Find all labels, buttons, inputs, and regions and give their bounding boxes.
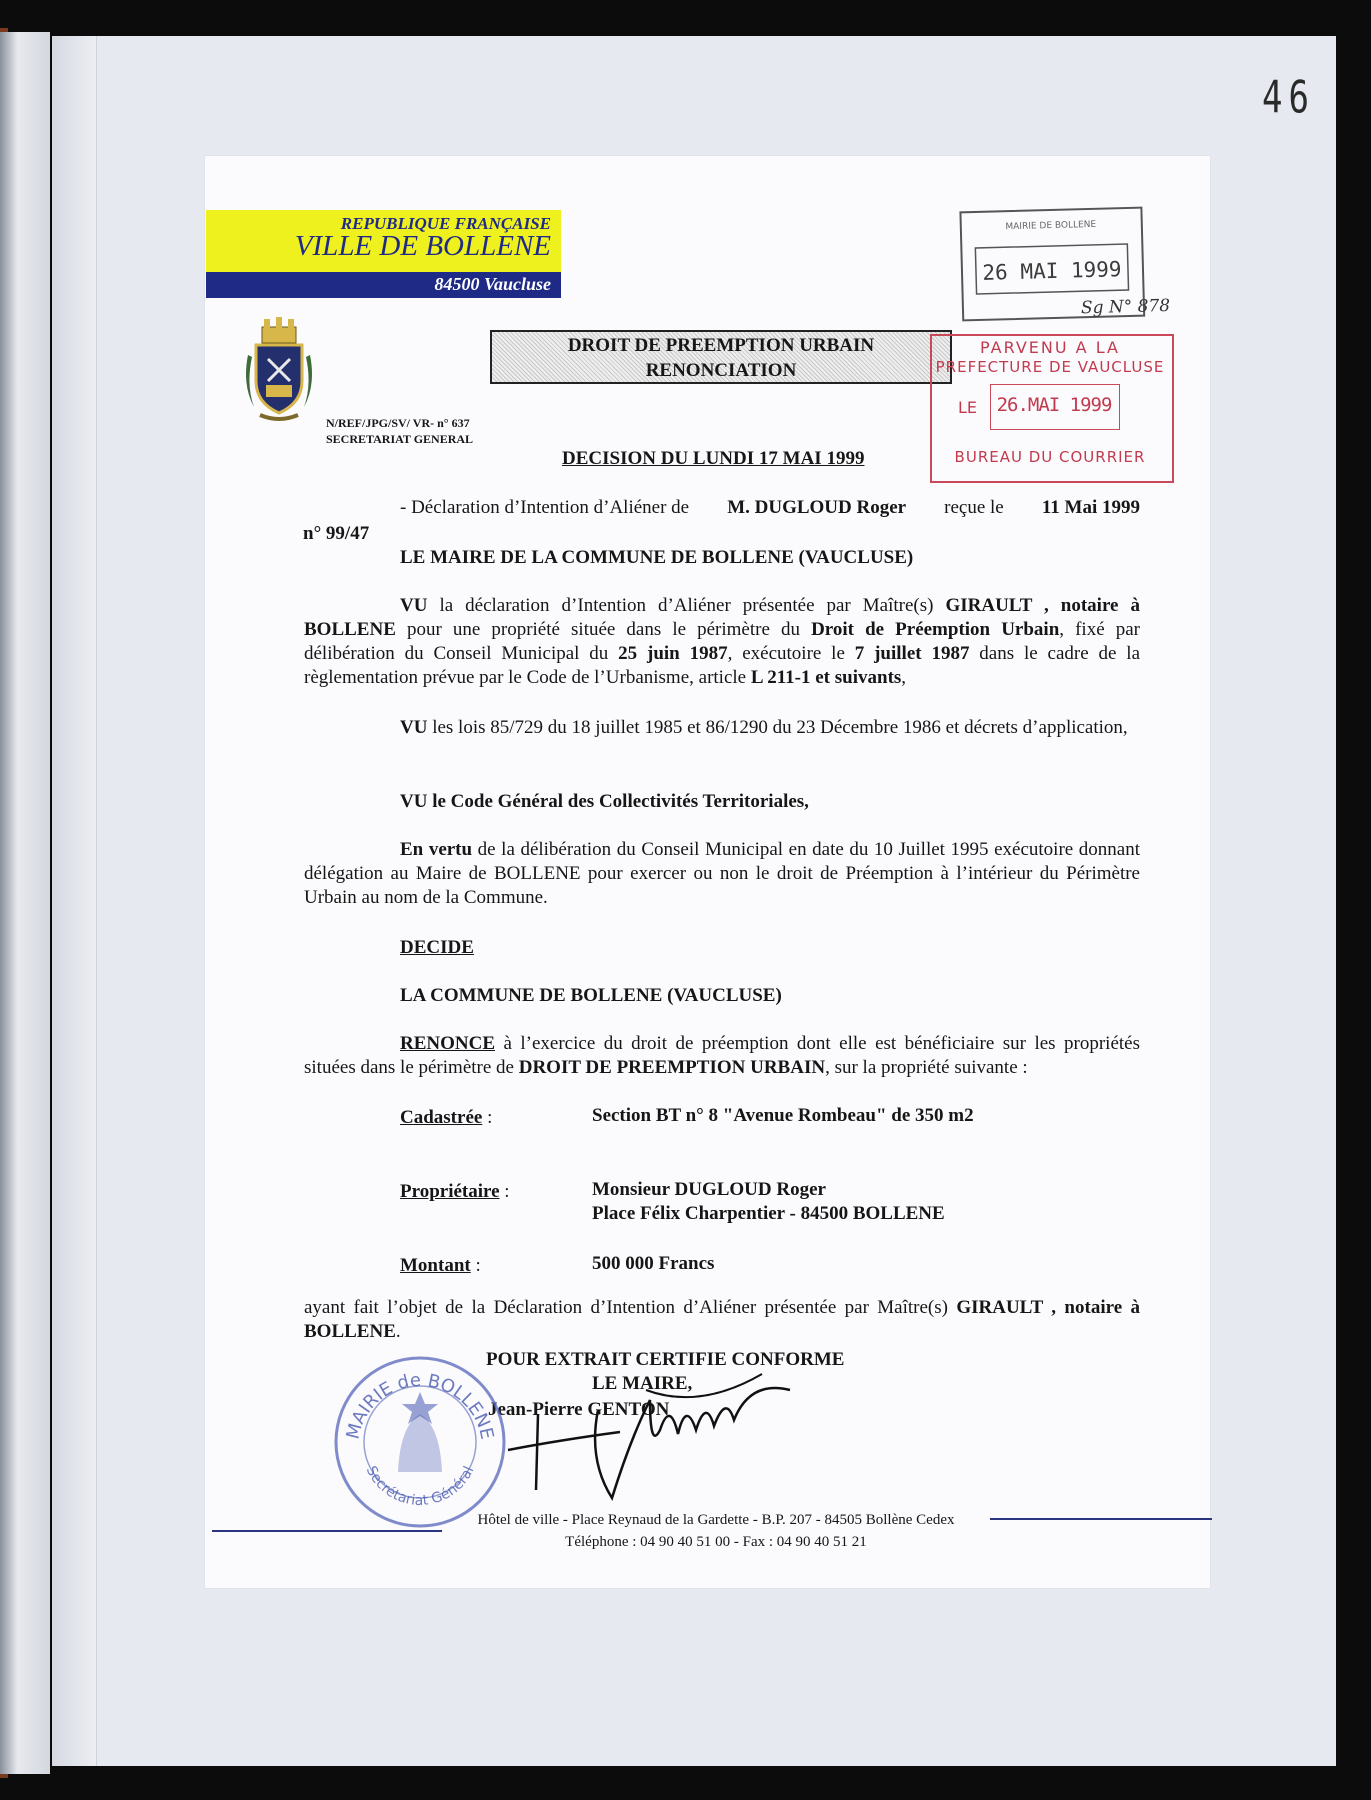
vu1-date2: 7 juillet 1987: [854, 643, 970, 664]
montant-value: 500 000 Francs: [592, 1253, 715, 1274]
decide-heading: DECIDE: [400, 937, 474, 958]
vu1-dpu: Droit de Préemption Urbain: [811, 619, 1060, 640]
vu1-text3: , fixé par délibération du Conseil Municipal du: [304, 619, 1140, 664]
closing-notaire: GIRAULT , notaire à: [956, 1297, 1141, 1318]
renonce-text2: , sur la propriété suivante :: [825, 1057, 1028, 1078]
envertu-text: de la délibération du Conseil Municipal en date du 10 Juillet 1995 exécutoire donnant délégation au Maire de BOLLENE pour exercer ou non le droit de Préemption à l’intérieur du Périmètre Urbain au nom de la Commune.: [304, 839, 1141, 908]
cadastre-label: Cadastrée :: [400, 1107, 493, 1128]
header-departement: 84500 Vaucluse: [434, 274, 551, 294]
signature-line1: POUR EXTRAIT CERTIFIE CONFORME: [486, 1349, 845, 1370]
document-title-box: [490, 330, 952, 384]
cadastre-value: Section BT n° 8 "Avenue Rombeau" de 350 m2: [592, 1105, 974, 1126]
vu1-lead: VU: [400, 595, 428, 616]
declaration-date: 11 Mai 1999: [1041, 497, 1140, 518]
sheet-fold: [52, 36, 97, 1766]
vu1-text1: la déclaration d’Intention d’Aliéner présentée par Maître(s): [427, 595, 946, 616]
header-ville: VILLE DE BOLLENE: [294, 230, 551, 262]
prefecture-line1: PARVENU A LA: [980, 338, 1120, 357]
vu1-text6: ,: [901, 667, 907, 688]
prefecture-stamp: [930, 334, 1174, 483]
declaration-owner: M. DUGLOUD Roger: [727, 497, 907, 518]
declaration-line: [400, 496, 1140, 520]
svg-text:MAIRIE de BOLLENE: MAIRIE de BOLLENE: [342, 1369, 498, 1442]
vu-paragraph-1: [304, 594, 1140, 690]
signature-line2: LE MAIRE,: [592, 1373, 693, 1394]
signature-name: Jean-Pierre GENTON: [488, 1399, 670, 1420]
reference-line1: N/REF/JPG/SV/ VR- n° 637: [326, 416, 470, 430]
title-line2: RENONCIATION: [645, 360, 797, 381]
renonce-lead: RENONCE: [400, 1033, 496, 1054]
vu2-text: les lois 85/729 du 18 juillet 1985 et 86/1290 du 23 Décembre 1986 et décrets d’application,: [427, 717, 1128, 738]
prefecture-line2: PREFECTURE DE VAUCLUSE: [935, 358, 1165, 376]
decision-date: DECISION DU LUNDI 17 MAI 1999: [562, 448, 865, 469]
vu1-text5: dans le cadre de la règlementation prévue par le Code de l’Urbanisme, article: [304, 643, 1141, 688]
dossier-number: n° 99/47: [303, 523, 370, 544]
proprietaire-label: Propriétaire :: [400, 1181, 510, 1202]
maire-heading: LE MAIRE DE LA COMMUNE DE BOLLENE (VAUCLUSE): [400, 547, 914, 568]
header-republique: REPUBLIQUE FRANÇAISE: [340, 214, 551, 233]
en-vertu-paragraph: [304, 838, 1140, 910]
vu1-article: L 211-1 et suivants: [750, 667, 902, 688]
renonce-dpu: DROIT DE PREEMPTION URBAIN: [518, 1057, 826, 1078]
closing-text: ayant fait l’objet de la Déclaration d’Intention d’Aliéner présentée par Maître(s): [304, 1297, 957, 1318]
binder-spine: [0, 32, 50, 1774]
prefecture-le: LE: [958, 398, 978, 417]
renonce-text1: à l’exercice du droit de préemption dont elle est bénéficiaire sur les propriétés situées dans le périmètre de: [304, 1033, 1140, 1078]
reference-line2: SECRETARIAT GENERAL: [326, 432, 474, 446]
mairie-seal-icon: [330, 1352, 510, 1532]
envertu-lead: En vertu: [400, 839, 473, 860]
vu1-text2: pour une propriété située dans le périmètre du: [395, 619, 812, 640]
footer-rule-left: [212, 1530, 442, 1532]
mayor-signature: [500, 1370, 800, 1500]
declaration-prefix: - Déclaration d’Intention d’Aliéner de: [400, 497, 690, 518]
prefecture-date: 26.MAI 1999: [996, 394, 1112, 416]
proprietaire-line1: Monsieur DUGLOUD Roger: [592, 1179, 826, 1200]
stamp-mairie-date: 26 MAI 1999: [982, 257, 1122, 285]
vu1-notaire: GIRAULT , notaire à: [945, 595, 1140, 616]
vu1-bollene: BOLLENE: [304, 619, 396, 640]
title-line1: DROIT DE PREEMPTION URBAIN: [567, 335, 875, 356]
renonce-paragraph: [304, 1032, 1140, 1080]
stamp-mairie-number: Sg N° 878: [1080, 295, 1171, 319]
commune-heading: LA COMMUNE DE BOLLENE (VAUCLUSE): [400, 985, 782, 1006]
city-crest-icon: [240, 315, 318, 427]
vu-paragraph-3: VU le Code Général des Collectivités Territoriales,: [400, 791, 809, 812]
svg-text:Secrétariat Général: Secrétariat Général: [362, 1463, 478, 1509]
closing-bollene: BOLLENE: [304, 1321, 396, 1342]
prefecture-bureau: BUREAU DU COURRIER: [954, 448, 1146, 466]
vu-paragraph-2: [304, 716, 1140, 740]
stamp-mairie-top: MAIRIE DE BOLLENE: [1005, 219, 1097, 233]
montant-label: Montant :: [400, 1255, 481, 1276]
footer-rule-right: [990, 1518, 1212, 1520]
footer-phone: Téléphone : 04 90 40 51 00 - Fax : 04 90 40 51 21: [565, 1534, 867, 1550]
vu1-text4: , exécutoire le: [727, 643, 855, 664]
closing-paragraph: ayant fait l’objet de la Déclaration d’Intention d’Aliéner présentée par Maître(s) GIRAULT , notaire à BOLLENE.: [304, 1297, 1141, 1342]
declaration-recue: reçue le: [944, 497, 1004, 518]
footer-address: Hôtel de ville - Place Reynaud de la Gardette - B.P. 207 - 84505 Bollène Cedex: [477, 1512, 955, 1528]
proprietaire-line2: Place Félix Charpentier - 84500 BOLLENE: [592, 1203, 945, 1224]
vu1-date1: 25 juin 1987: [618, 643, 728, 664]
folio-number: 46: [1262, 72, 1315, 124]
mairie-receipt-stamp: [958, 206, 1171, 337]
vu2-lead: VU: [400, 717, 428, 738]
